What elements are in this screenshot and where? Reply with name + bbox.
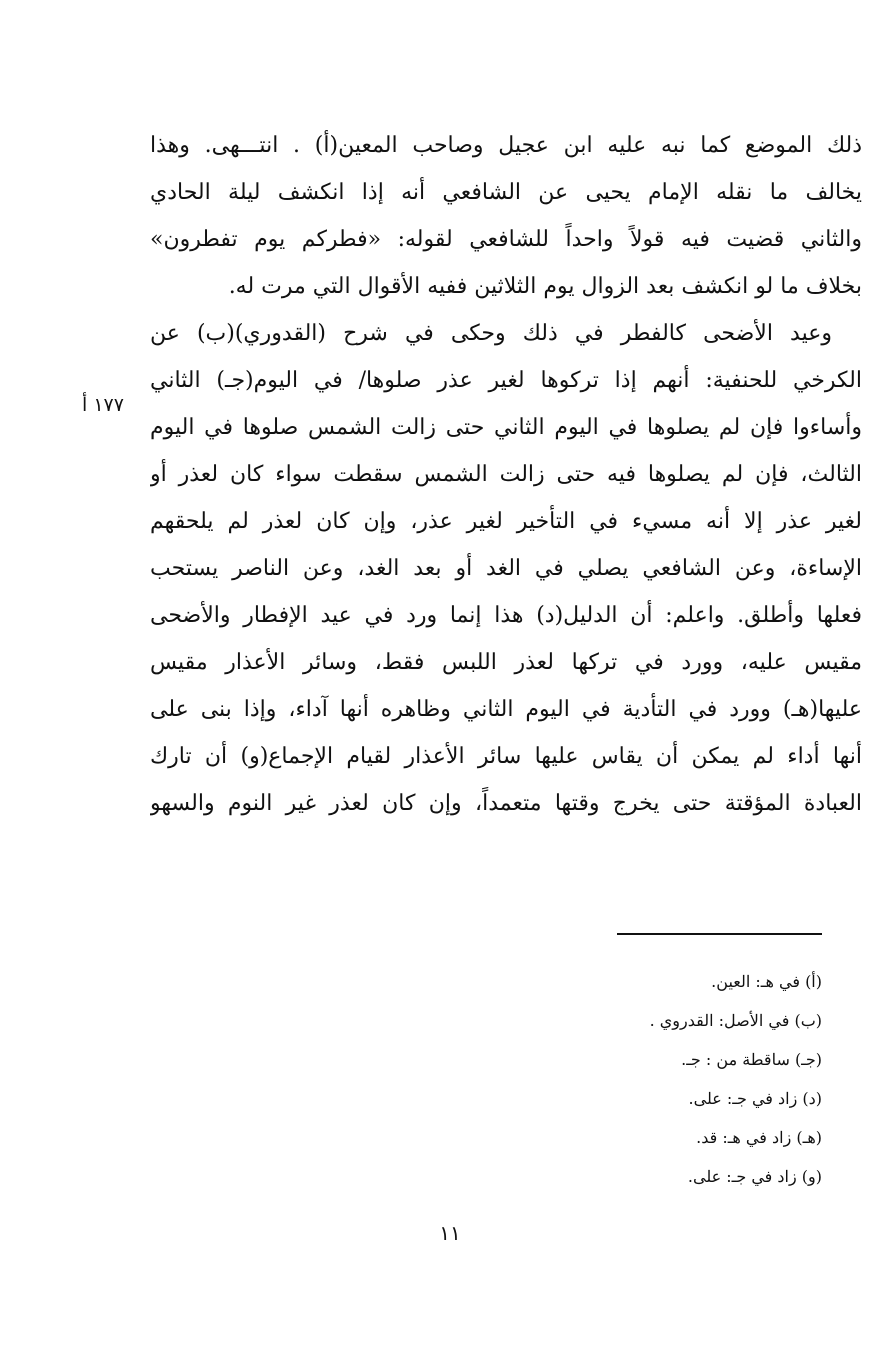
text-line: يخالف ما نقله الإمام يحيى عن الشافعي أنه إذا انكشف ليلة الحادي bbox=[150, 180, 862, 205]
footnote: (د) زاد في جـ: على. bbox=[688, 1089, 822, 1108]
text-line: الثالث، فإن لم يصلوها فيه حتى زالت الشمس سقطت سواء كان لعذر أو bbox=[150, 462, 862, 487]
footnote-separator bbox=[617, 933, 822, 935]
footnote: (هـ) زاد في هـ: قد. bbox=[696, 1128, 822, 1147]
main-text-block bbox=[150, 122, 862, 827]
text-line: مقيس عليه، وورد في تركها لعذر اللبس فقط، وسائر الأعذار مقيس bbox=[150, 650, 862, 675]
footnote: (جـ) ساقطة من : جـ. bbox=[681, 1050, 822, 1069]
text-line: ذلك الموضع كما نبه عليه ابن عجيل وصاحب المعين(أ) . انتـــهى. وهذا bbox=[150, 133, 862, 158]
text-line: عليها(هـ) وورد في التأدية في اليوم الثاني وظاهره أنها آداء، وإذا بنى على bbox=[150, 697, 862, 722]
text-line: وعيد الأضحى كالفطر في ذلك وحكى في شرح (القدوري)(ب) عن bbox=[150, 321, 832, 346]
text-line: وأساءوا فإن لم يصلوها في اليوم الثاني حتى زالت الشمس صلوها في اليوم bbox=[150, 415, 862, 440]
manuscript-folio-marker: ١٧٧ أ bbox=[82, 394, 124, 416]
text-line: العبادة المؤقتة حتى يخرج وقتها متعمداً، وإن كان لعذر غير النوم والسهو bbox=[150, 791, 862, 816]
text-line: والثاني قضيت فيه قولاً واحداً للشافعي لقوله: «فطركم يوم تفطرون» bbox=[150, 227, 862, 252]
footnote: (ب) في الأصل: القدروي . bbox=[649, 1011, 822, 1030]
footnotes-block bbox=[422, 962, 822, 1196]
text-line: بخلاف ما لو انكشف بعد الزوال يوم الثلاثين ففيه الأقوال التي مرت له. bbox=[228, 274, 862, 299]
text-line: الإساءة، وعن الشافعي يصلي في الغد أو بعد الغد، وعن الناصر يستحب bbox=[150, 556, 862, 581]
text-line: فعلها وأطلق. واعلم: أن الدليل(د) هذا إنما ورد في عيد الإفطار والأضحى bbox=[150, 603, 862, 628]
footnote: (و) زاد في جـ: على. bbox=[687, 1167, 822, 1186]
footnote: (أ) في هـ: العين. bbox=[711, 972, 822, 991]
text-line: لغير عذر إلا أنه مسيء في التأخير لغير عذر، وإن كان لعذر لم يلحقهم bbox=[150, 509, 862, 534]
page-number: ١١ bbox=[439, 1221, 461, 1245]
text-line: أنها أداء لم يمكن أن يقاس عليها سائر الأعذار لقيام الإجماع(و) أن تارك bbox=[150, 744, 862, 769]
text-line: الكرخي للحنفية: أنهم إذا تركوها لغير عذر صلوها/ في اليوم(جـ) الثاني bbox=[150, 368, 862, 393]
